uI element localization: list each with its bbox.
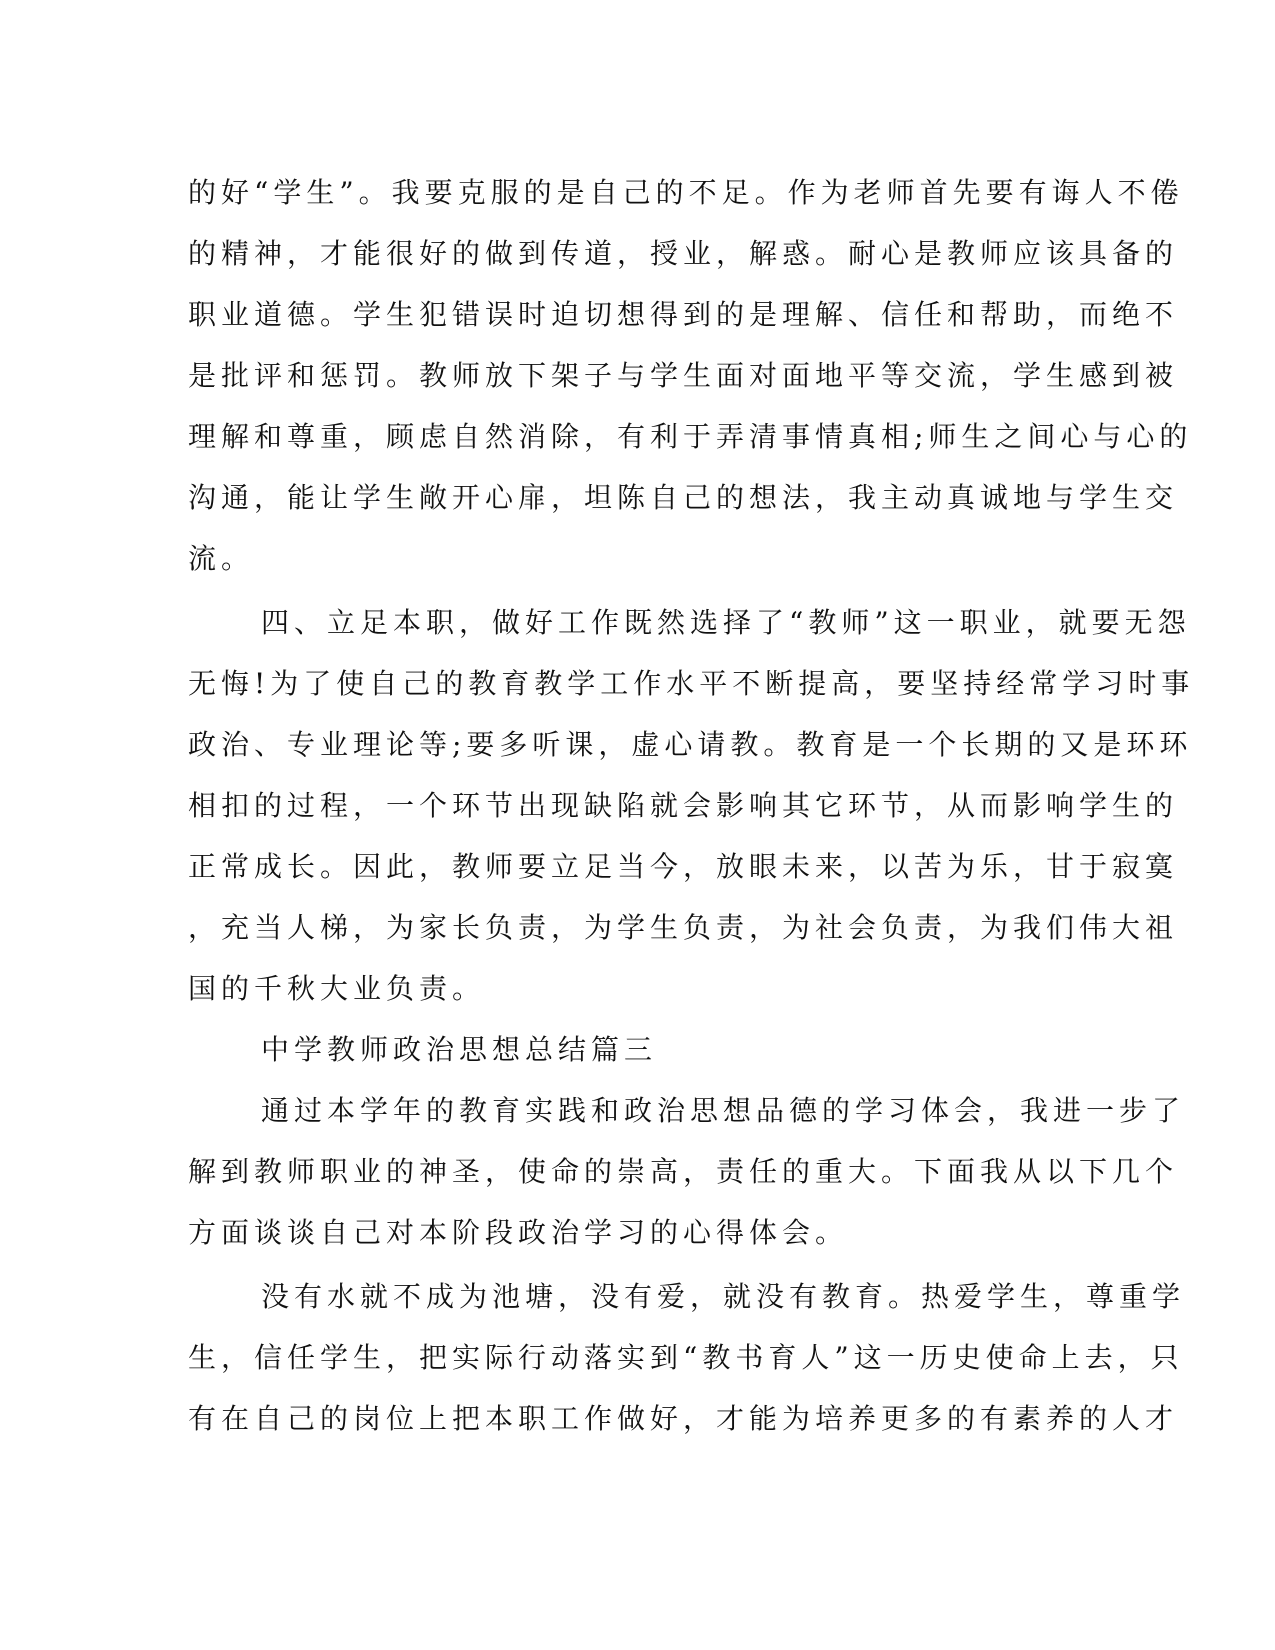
text-line: 生，信任学生，把实际行动落实到“教书育人”这一历史使命上去，只: [188, 1341, 1184, 1374]
paragraph-first-line: 通过本学年的教育实践和政治思想品德的学习体会，我进一步了: [261, 1094, 1186, 1127]
text-line: 的精神，才能很好的做到传道，授业，解惑。耐心是教师应该具备的: [188, 237, 1179, 270]
text-line: 沟通，能让学生敞开心扉，坦陈自己的想法，我主动真诚地与学生交: [188, 481, 1179, 514]
paragraph-first-line: 没有水就不成为池塘，没有爱，就没有教育。热爱学生，尊重学: [261, 1280, 1186, 1313]
document-body: [188, 162, 1195, 1449]
text-line: 政治、专业理论等;要多听课，虚心请教。教育是一个长期的又是环环: [188, 728, 1193, 761]
text-line: 的好“学生”。我要克服的是自己的不足。作为老师首先要有诲人不倦: [188, 176, 1184, 209]
text-line: 正常成长。因此，教师要立足当今，放眼未来，以苦为乐，甘于寂寞: [188, 850, 1179, 883]
text-line: 解到教师职业的神圣，使命的崇高，责任的重大。下面我从以下几个: [188, 1155, 1179, 1188]
section-heading: 中学教师政治思想总结篇三: [261, 1033, 658, 1066]
text-line: 理解和尊重，顾虑自然消除，有利于弄清事情真相;师生之间心与心的: [188, 420, 1193, 453]
paragraph-first-line: 四、立足本职，做好工作既然选择了“教师”这一职业，就要无怨: [261, 606, 1191, 639]
text-line: 职业道德。学生犯错误时迫切想得到的是理解、信任和帮助，而绝不: [188, 298, 1179, 331]
text-line: 是批评和惩罚。教师放下架子与学生面对面地平等交流，学生感到被: [188, 359, 1179, 392]
text-line: 无悔!为了使自己的教育教学工作水平不断提高，要坚持经常学习时事: [188, 667, 1195, 700]
text-line: 国的千秋大业负责。: [188, 972, 486, 1005]
text-line: 有在自己的岗位上把本职工作做好，才能为培养更多的有素养的人才: [188, 1402, 1179, 1435]
text-line: ，充当人梯，为家长负责，为学生负责，为社会负责，为我们伟大祖: [188, 911, 1179, 944]
text-line: 相扣的过程，一个环节出现缺陷就会影响其它环节，从而影响学生的: [188, 789, 1179, 822]
text-line: 流。: [188, 542, 255, 575]
text-line: 方面谈谈自己对本阶段政治学习的心得体会。: [188, 1216, 849, 1249]
